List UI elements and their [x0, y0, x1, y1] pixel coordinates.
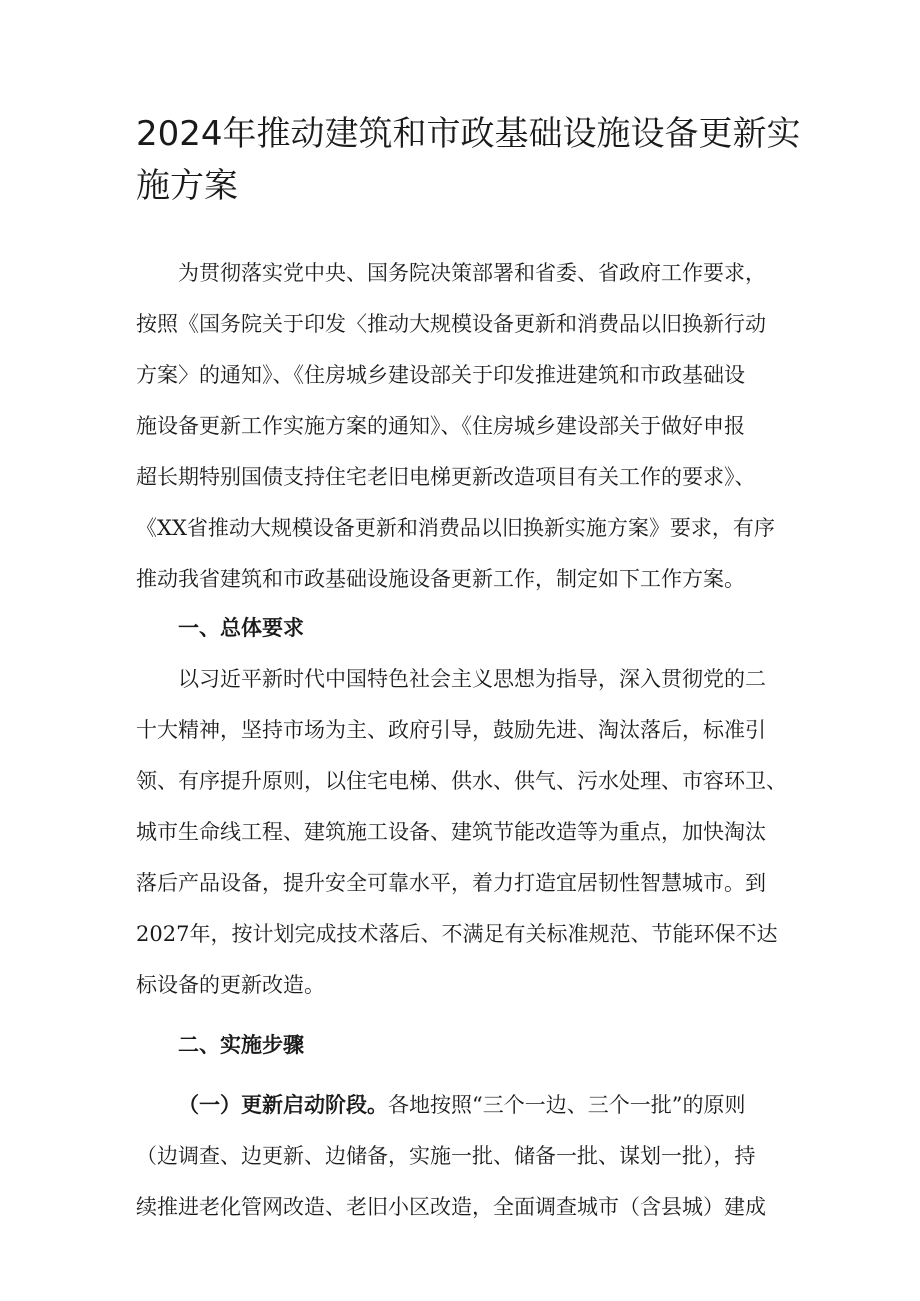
step1-first-line [178, 1090, 745, 1120]
step1-first-line-text: 各地按照“三个一边、三个一批”的原则 [388, 1093, 746, 1117]
section1-line-1: 以习近平新时代中国特色社会主义思想为指导，深入贯彻党的二 [178, 667, 766, 691]
intro-line-7: 推动我省建筑和市政基础设施设备更新工作，制定如下工作方案。 [136, 567, 745, 591]
intro-line-5: 超长期特别国债支持住宅老旧电梯更新改造项目有关工作的要求》、 [136, 465, 756, 489]
step1-line-3: 续推进老化管网改造、老旧小区改造，全面调查城市（含县城）建成 [136, 1195, 766, 1219]
section1-line-7: 标设备的更新改造。 [136, 973, 325, 997]
section1-line-2: 十大精神，坚持市场为主、政府引导，鼓励先进、淘汰落后，标准引 [136, 718, 766, 742]
section-heading-overall-requirements: 一、总体要求 [178, 616, 304, 640]
document-title: 2024年推动建筑和市政基础设施设备更新实施方案 [136, 114, 801, 206]
intro-line-2: 按照《国务院关于印发〈推动大规模设备更新和消费品以旧换新行动 [136, 312, 766, 336]
intro-line-4: 施设备更新工作实施方案的通知》、《住房城乡建设部关于做好申报 [136, 414, 745, 438]
section1-line-5: 落后产品设备，提升安全可靠水平，着力打造宜居韧性智慧城市。到 [136, 871, 766, 895]
step1-label: （一）更新启动阶段。 [178, 1093, 388, 1117]
section1-line-4: 城市生命线工程、建筑施工设备、建筑节能改造等为重点，加快淘汰 [136, 820, 766, 844]
intro-line-3: 方案〉的通知》、《住房城乡建设部关于印发推进建筑和市政基础设 [136, 363, 745, 387]
step1-line-2: （边调查、边更新、边储备，实施一批、储备一批、谋划一批），持 [136, 1144, 756, 1168]
section-heading-implementation-steps: 二、实施步骤 [178, 1033, 304, 1057]
intro-line-6: 《XX省推动大规模设备更新和消费品以旧换新实施方案》要求，有序 [136, 516, 775, 540]
intro-line-1: 为贯彻落实党中央、国务院决策部署和省委、省政府工作要求， [178, 261, 766, 285]
section1-line-6: 2027年，按计划完成技术落后、不满足有关标准规范、节能环保不达 [136, 922, 778, 946]
section1-line-3: 领、有序提升原则，以住宅电梯、供水、供气、污水处理、市容环卫、 [136, 769, 787, 793]
